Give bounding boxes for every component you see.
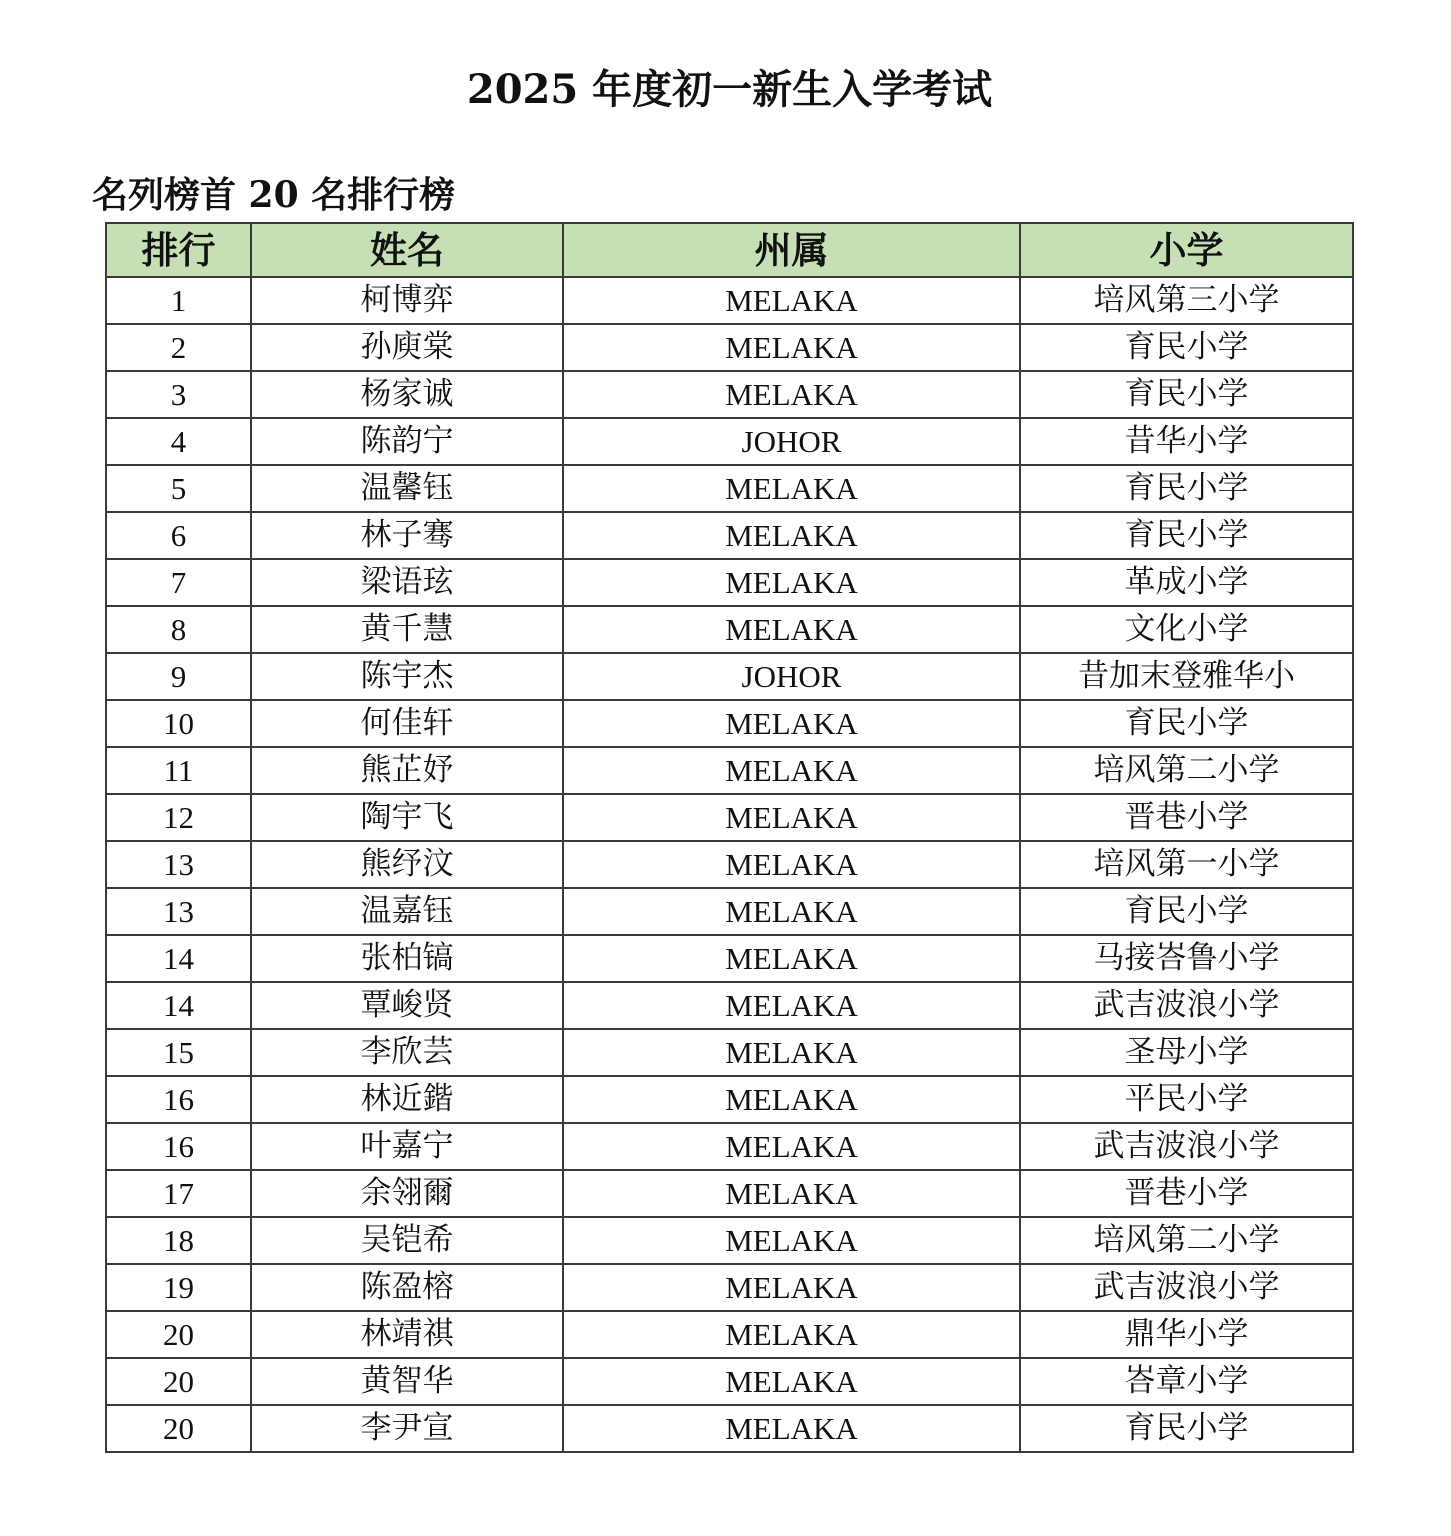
table-row <box>106 1405 1353 1452</box>
school-cell: 晋巷小学 <box>1020 1170 1353 1217</box>
school-cell: 昔加末登雅华小 <box>1020 653 1353 700</box>
student-name-cell: 柯博弈 <box>251 277 563 324</box>
student-name-cell: 温嘉钰 <box>251 888 563 935</box>
table-row <box>106 1076 1353 1123</box>
student-name-cell: 熊芷妤 <box>251 747 563 794</box>
state-cell: MELAKA <box>563 324 1020 371</box>
student-name-cell: 温馨钰 <box>251 465 563 512</box>
student-name-cell: 叶嘉宁 <box>251 1123 563 1170</box>
table-row <box>106 418 1353 465</box>
rank-cell: 6 <box>106 512 251 559</box>
state-cell: MELAKA <box>563 747 1020 794</box>
student-name-cell: 李欣芸 <box>251 1029 563 1076</box>
rank-cell: 16 <box>106 1123 251 1170</box>
student-name-cell: 杨家诚 <box>251 371 563 418</box>
header-name: 姓名 <box>251 223 563 277</box>
student-name-cell: 李尹宣 <box>251 1405 563 1452</box>
header-rank: 排行 <box>106 223 251 277</box>
table-row <box>106 465 1353 512</box>
school-cell: 晋巷小学 <box>1020 794 1353 841</box>
state-cell: MELAKA <box>563 512 1020 559</box>
table-row <box>106 1217 1353 1264</box>
student-name-cell: 梁语玹 <box>251 559 563 606</box>
table-row <box>106 1170 1353 1217</box>
school-cell: 平民小学 <box>1020 1076 1353 1123</box>
school-cell: 育民小学 <box>1020 512 1353 559</box>
student-name-cell: 熊纾汶 <box>251 841 563 888</box>
ranking-table <box>105 222 1354 1453</box>
student-name-cell: 何佳轩 <box>251 700 563 747</box>
table-row <box>106 653 1353 700</box>
student-name-cell: 张柏镐 <box>251 935 563 982</box>
table-row <box>106 512 1353 559</box>
state-cell: MELAKA <box>563 1264 1020 1311</box>
header-state: 州属 <box>563 223 1020 277</box>
student-name-cell: 林近鍇 <box>251 1076 563 1123</box>
table-row <box>106 1029 1353 1076</box>
school-cell: 育民小学 <box>1020 1405 1353 1452</box>
school-cell: 革成小学 <box>1020 559 1353 606</box>
table-row <box>106 324 1353 371</box>
state-cell: MELAKA <box>563 700 1020 747</box>
school-cell: 育民小学 <box>1020 465 1353 512</box>
table-row <box>106 1264 1353 1311</box>
school-cell: 昔华小学 <box>1020 418 1353 465</box>
table-header-row <box>106 223 1353 277</box>
table-body <box>106 277 1353 1452</box>
state-cell: MELAKA <box>563 559 1020 606</box>
rank-cell: 10 <box>106 700 251 747</box>
state-cell: MELAKA <box>563 606 1020 653</box>
school-cell: 鼎华小学 <box>1020 1311 1353 1358</box>
table-row <box>106 1123 1353 1170</box>
student-name-cell: 覃峻贤 <box>251 982 563 1029</box>
school-cell: 峇章小学 <box>1020 1358 1353 1405</box>
header-school: 小学 <box>1020 223 1353 277</box>
state-cell: MELAKA <box>563 1405 1020 1452</box>
rank-cell: 15 <box>106 1029 251 1076</box>
table-row <box>106 559 1353 606</box>
page-title: 2025 年度初一新生入学考试 <box>466 66 993 113</box>
table-caption: 名列榜首 20 名排行榜 <box>92 174 456 216</box>
rank-cell: 11 <box>106 747 251 794</box>
rank-cell: 20 <box>106 1311 251 1358</box>
rank-cell: 20 <box>106 1358 251 1405</box>
table-row <box>106 277 1353 324</box>
table-row <box>106 700 1353 747</box>
student-name-cell: 陈宇杰 <box>251 653 563 700</box>
school-cell: 培风第二小学 <box>1020 1217 1353 1264</box>
rank-cell: 13 <box>106 841 251 888</box>
state-cell: MELAKA <box>563 465 1020 512</box>
school-cell: 文化小学 <box>1020 606 1353 653</box>
rank-cell: 7 <box>106 559 251 606</box>
student-name-cell: 陶宇飞 <box>251 794 563 841</box>
rank-cell: 19 <box>106 1264 251 1311</box>
student-name-cell: 林子骞 <box>251 512 563 559</box>
state-cell: MELAKA <box>563 1311 1020 1358</box>
student-name-cell: 孙庾棠 <box>251 324 563 371</box>
table-row <box>106 888 1353 935</box>
state-cell: MELAKA <box>563 1358 1020 1405</box>
state-cell: JOHOR <box>563 418 1020 465</box>
rank-cell: 2 <box>106 324 251 371</box>
rank-cell: 17 <box>106 1170 251 1217</box>
student-name-cell: 黄千慧 <box>251 606 563 653</box>
rank-cell: 18 <box>106 1217 251 1264</box>
rank-cell: 8 <box>106 606 251 653</box>
rank-cell: 3 <box>106 371 251 418</box>
table-row <box>106 747 1353 794</box>
school-cell: 武吉波浪小学 <box>1020 1264 1353 1311</box>
school-cell: 马接峇鲁小学 <box>1020 935 1353 982</box>
state-cell: MELAKA <box>563 1123 1020 1170</box>
state-cell: MELAKA <box>563 794 1020 841</box>
rank-cell: 14 <box>106 982 251 1029</box>
state-cell: MELAKA <box>563 277 1020 324</box>
state-cell: MELAKA <box>563 1029 1020 1076</box>
school-cell: 培风第一小学 <box>1020 841 1353 888</box>
student-name-cell: 林靖祺 <box>251 1311 563 1358</box>
school-cell: 育民小学 <box>1020 888 1353 935</box>
rank-cell: 16 <box>106 1076 251 1123</box>
rank-cell: 5 <box>106 465 251 512</box>
table-row <box>106 606 1353 653</box>
table-header <box>106 223 1353 277</box>
school-cell: 育民小学 <box>1020 324 1353 371</box>
rank-cell: 14 <box>106 935 251 982</box>
state-cell: MELAKA <box>563 841 1020 888</box>
rank-cell: 9 <box>106 653 251 700</box>
school-cell: 培风第二小学 <box>1020 747 1353 794</box>
rank-cell: 12 <box>106 794 251 841</box>
student-name-cell: 吴铠希 <box>251 1217 563 1264</box>
rank-cell: 13 <box>106 888 251 935</box>
state-cell: MELAKA <box>563 1170 1020 1217</box>
table-row <box>106 1311 1353 1358</box>
student-name-cell: 黄智华 <box>251 1358 563 1405</box>
school-cell: 育民小学 <box>1020 371 1353 418</box>
school-cell: 育民小学 <box>1020 700 1353 747</box>
student-name-cell: 陈盈榕 <box>251 1264 563 1311</box>
state-cell: MELAKA <box>563 935 1020 982</box>
table-row <box>106 935 1353 982</box>
state-cell: MELAKA <box>563 982 1020 1029</box>
table-row <box>106 982 1353 1029</box>
table-row <box>106 371 1353 418</box>
state-cell: MELAKA <box>563 888 1020 935</box>
rank-cell: 1 <box>106 277 251 324</box>
school-cell: 培风第三小学 <box>1020 277 1353 324</box>
state-cell: JOHOR <box>563 653 1020 700</box>
state-cell: MELAKA <box>563 371 1020 418</box>
rank-cell: 20 <box>106 1405 251 1452</box>
student-name-cell: 陈韵宁 <box>251 418 563 465</box>
rank-cell: 4 <box>106 418 251 465</box>
school-cell: 圣母小学 <box>1020 1029 1353 1076</box>
table-row <box>106 841 1353 888</box>
school-cell: 武吉波浪小学 <box>1020 1123 1353 1170</box>
state-cell: MELAKA <box>563 1217 1020 1264</box>
table-row <box>106 794 1353 841</box>
school-cell: 武吉波浪小学 <box>1020 982 1353 1029</box>
student-name-cell: 余翎爾 <box>251 1170 563 1217</box>
state-cell: MELAKA <box>563 1076 1020 1123</box>
table-row <box>106 1358 1353 1405</box>
